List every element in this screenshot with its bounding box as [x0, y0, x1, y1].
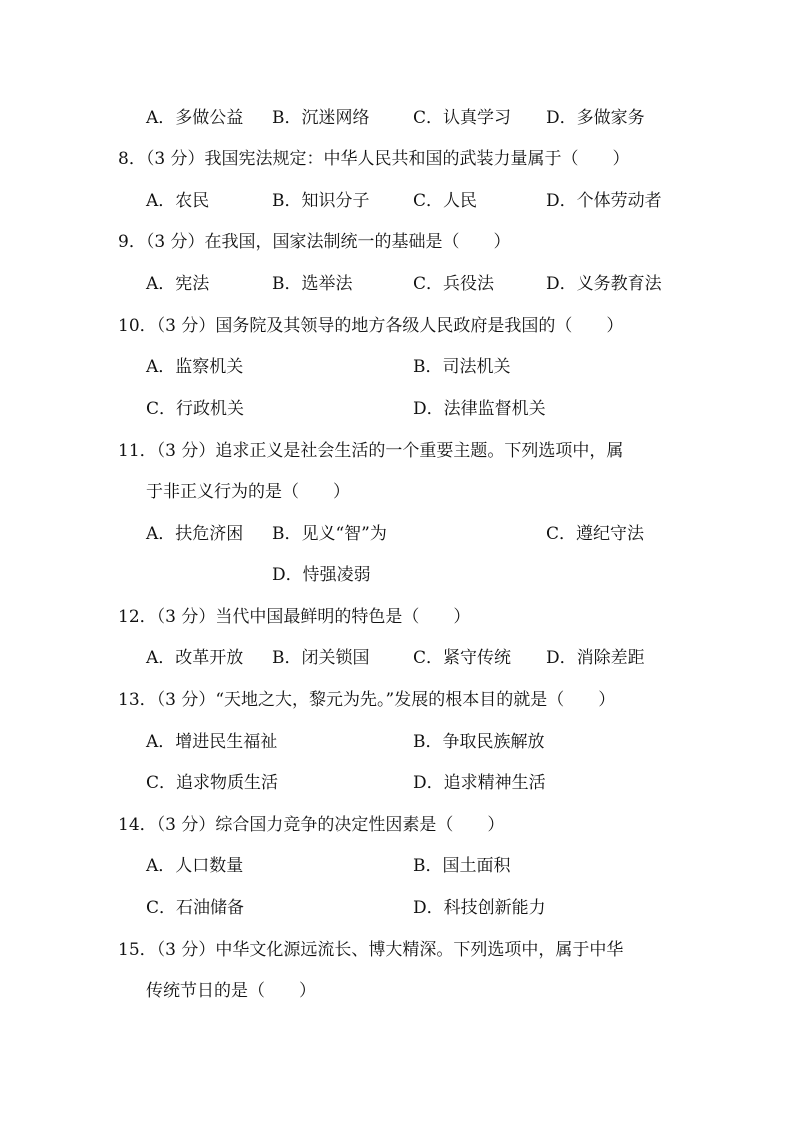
q7-option-a: A．多做公益 [146, 108, 244, 128]
q10-option-b: B．司法机关 [413, 357, 511, 377]
q14-option-c: C．石油储备 [146, 898, 245, 918]
q12-stem: 12．（3 分）当代中国最鲜明的特色是（ ） [118, 607, 471, 627]
q10-option-d: D．法律监督机关 [413, 399, 546, 419]
q9-stem: 9．（3 分）在我国，国家法制统一的基础是（ ） [118, 232, 511, 252]
q12-option-c: C．紧守传统 [413, 648, 512, 668]
q15-stem-line1: 15．（3 分）中华文化源远流长、博大精深。下列选项中，属于中华 [118, 940, 624, 960]
q13-option-c: C．追求物质生活 [146, 773, 279, 793]
q9-option-c: C．兵役法 [413, 274, 495, 294]
q11-option-d: D．恃强凌弱 [272, 565, 371, 585]
q14-option-d: D．科技创新能力 [413, 898, 546, 918]
q14-option-a: A．人口数量 [146, 856, 244, 876]
q11-stem-line1: 11．（3 分）追求正义是社会生活的一个重要主题。下列选项中，属 [118, 441, 624, 461]
q13-option-a: A．增进民生福祉 [146, 732, 278, 752]
q12-option-a: A．改革开放 [146, 648, 244, 668]
q12-option-b: B．闭关锁国 [272, 648, 370, 668]
q12-option-d: D．消除差距 [546, 648, 645, 668]
q11-option-b: B．见义“智”为 [272, 524, 387, 544]
q7-option-b: B．沉迷网络 [272, 108, 370, 128]
q9-option-b: B．选举法 [272, 274, 353, 294]
q10-option-c: C．行政机关 [146, 399, 245, 419]
q11-stem-line2: 于非正义行为的是（ ） [146, 482, 350, 502]
q13-option-d: D．追求精神生活 [413, 773, 546, 793]
q11-option-c: C．遵纪守法 [546, 524, 645, 544]
q15-stem-line2: 传统节日的是（ ） [146, 981, 316, 1001]
q13-stem: 13．（3 分）“天地之大，黎元为先。”发展的根本目的就是（ ） [118, 690, 616, 710]
q8-option-b: B．知识分子 [272, 191, 370, 211]
q10-stem: 10．（3 分）国务院及其领导的地方各级人民政府是我国的（ ） [118, 316, 624, 336]
q11-option-a: A．扶危济困 [146, 524, 244, 544]
q8-option-c: C．人民 [413, 191, 478, 211]
q7-option-d: D．多做家务 [546, 108, 645, 128]
q8-option-a: A．农民 [146, 191, 210, 211]
q9-option-a: A．宪法 [146, 274, 210, 294]
q14-option-b: B．国土面积 [413, 856, 511, 876]
q9-option-d: D．义务教育法 [546, 274, 662, 294]
q10-option-a: A．监察机关 [146, 357, 244, 377]
q7-option-c: C．认真学习 [413, 108, 512, 128]
q14-stem: 14．（3 分）综合国力竞争的决定性因素是（ ） [118, 815, 505, 835]
q8-option-d: D．个体劳动者 [546, 191, 662, 211]
q8-stem: 8．（3 分）我国宪法规定：中华人民共和国的武装力量属于（ ） [118, 149, 630, 169]
q13-option-b: B．争取民族解放 [413, 732, 545, 752]
